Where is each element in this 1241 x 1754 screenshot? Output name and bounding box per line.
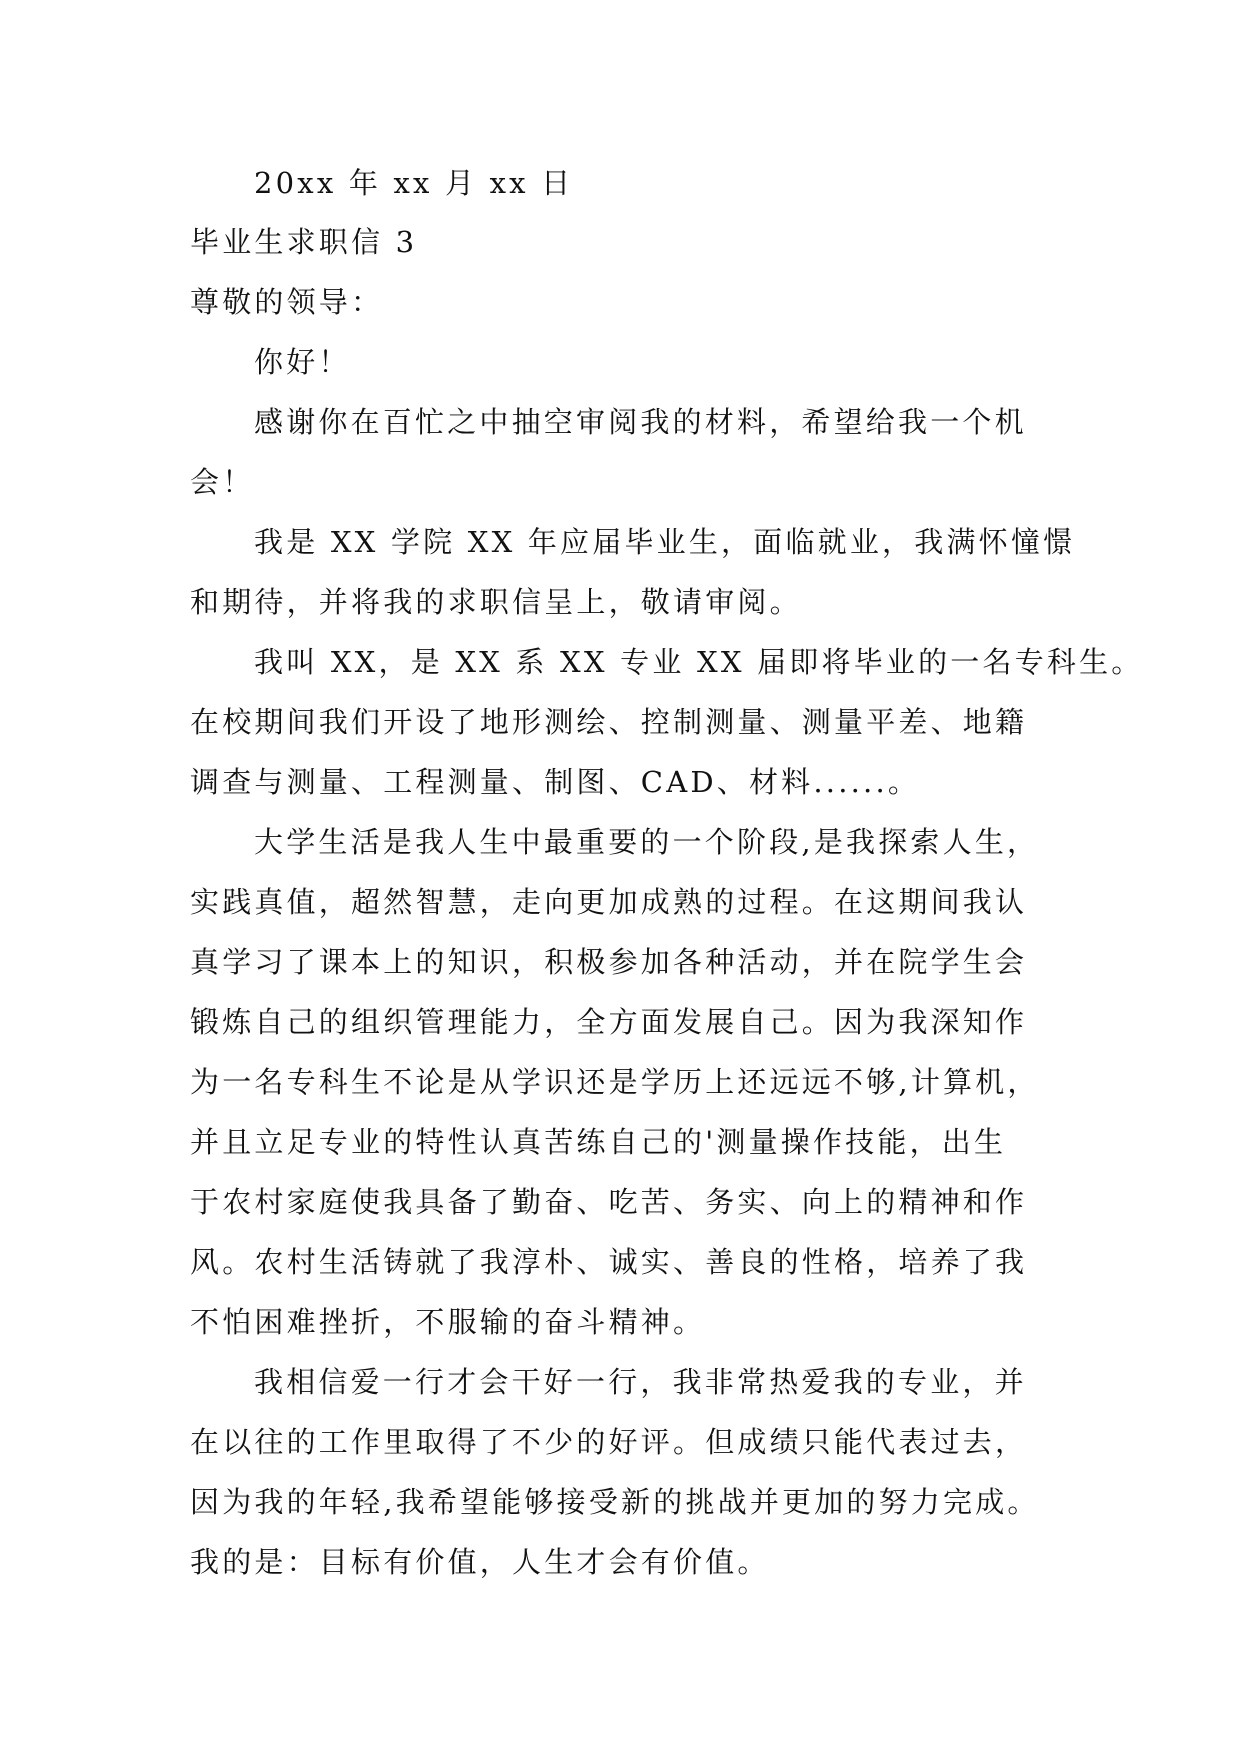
body-line: 真学习了课本上的知识，积极参加各种活动，并在院学生会 <box>190 945 1028 979</box>
body-line: 我是 XX 学院 XX 年应届毕业生，面临就业，我满怀憧憬 <box>254 525 1076 559</box>
letter-date: 20xx 年 xx 月 xx 日 <box>254 166 574 200</box>
body-line: 和期待，并将我的求职信呈上，敬请审阅。 <box>190 585 802 619</box>
body-line: 调查与测量、工程测量、制图、CAD、材料......。 <box>190 765 921 799</box>
letter-heading: 毕业生求职信 3 <box>190 225 418 259</box>
body-line: 在以往的工作里取得了不少的好评。但成绩只能代表过去， <box>190 1425 1028 1459</box>
letter-salutation: 尊敬的领导： <box>190 285 384 319</box>
body-line: 大学生活是我人生中最重要的一个阶段,是我探索人生， <box>254 825 1040 859</box>
body-line: 感谢你在百忙之中抽空审阅我的材料，希望给我一个机 <box>254 405 1027 439</box>
body-line: 风。农村生活铸就了我淳朴、诚实、善良的性格，培养了我 <box>190 1245 1028 1279</box>
body-line: 我的是：目标有价值，人生才会有价值。 <box>190 1545 770 1579</box>
body-line: 我叫 XX，是 XX 系 XX 专业 XX 届即将毕业的一名专科生。 <box>254 645 1144 679</box>
body-line: 在校期间我们开设了地形测绘、控制测量、测量平差、地籍 <box>190 705 1028 739</box>
body-line: 于农村家庭使我具备了勤奋、吃苦、务实、向上的精神和作 <box>190 1185 1028 1219</box>
body-line: 并且立足专业的特性认真苦练自己的'测量操作技能，出生 <box>190 1125 1007 1159</box>
body-line: 为一名专科生不论是从学识还是学历上还远远不够,计算机， <box>190 1065 1040 1099</box>
body-line: 会！ <box>190 465 255 499</box>
letter-greeting: 你好！ <box>254 345 351 379</box>
body-line: 因为我的年轻,我希望能够接受新的挑战并更加的努力完成。 <box>190 1485 1040 1519</box>
body-line: 实践真值，超然智慧，走向更加成熟的过程。在这期间我认 <box>190 885 1028 919</box>
body-line: 锻炼自己的组织管理能力，全方面发展自己。因为我深知作 <box>190 1005 1028 1039</box>
body-line: 我相信爱一行才会干好一行，我非常热爱我的专业，并 <box>254 1365 1027 1399</box>
body-line: 不怕困难挫折，不服输的奋斗精神。 <box>190 1305 706 1339</box>
